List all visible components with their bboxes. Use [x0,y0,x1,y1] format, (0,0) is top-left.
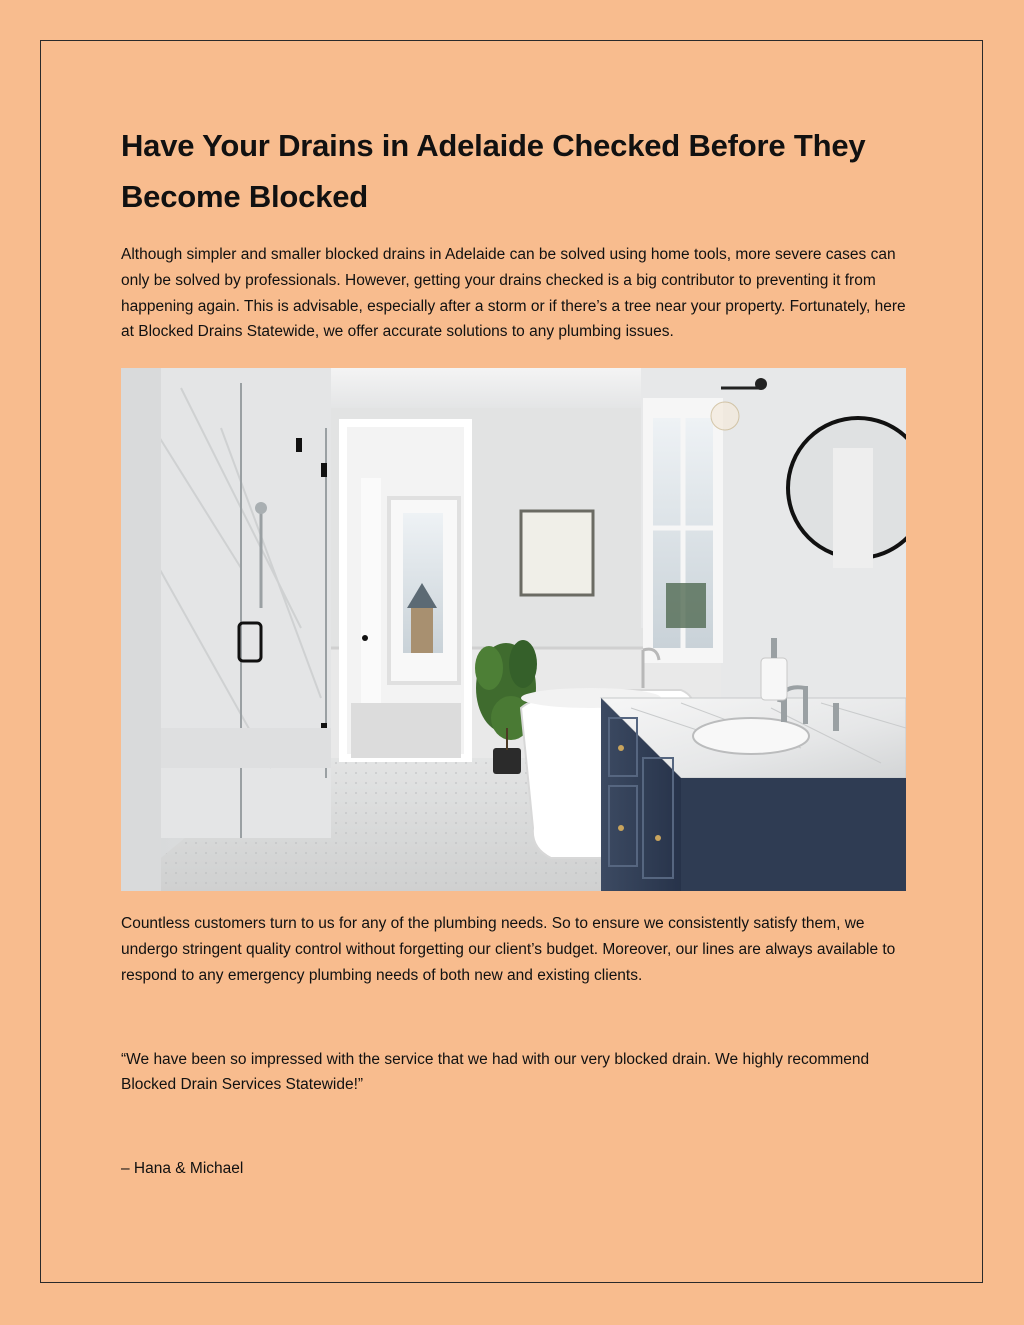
service-paragraph: Countless customers turn to us for any of the plumbing needs. So to ensure we consistently satisfy them, we undergo stringent quality control without forgetting our client’s budget. Moreover, our lines are always available to respond to any emergency plumbing needs of both new and existing clients. [121,915,896,984]
bathroom-photo [121,368,906,891]
testimonial-quote: “We have been so impressed with the service that we had with our very blocked drain. We highly recommend Blocked Drain Services Statewide!” [121,1050,870,1094]
document-body [121,120,911,1182]
page-title: Have Your Drains in Adelaide Checked Before They Become Blocked [121,128,866,214]
intro-paragraph: Although simpler and smaller blocked drains in Adelaide can be solved using home tools, more severe cases can only be solved by professionals. However, getting your drains checked is a big contributor to preventing it from happening again. This is advisable, especially after a storm or if there’s a tree near your property. Fortunately, here at Blocked Drains Statewide, we offer accurate solutions to any plumbing issues. [121,246,906,341]
testimonial-author: – Hana & Michael [121,1160,244,1178]
